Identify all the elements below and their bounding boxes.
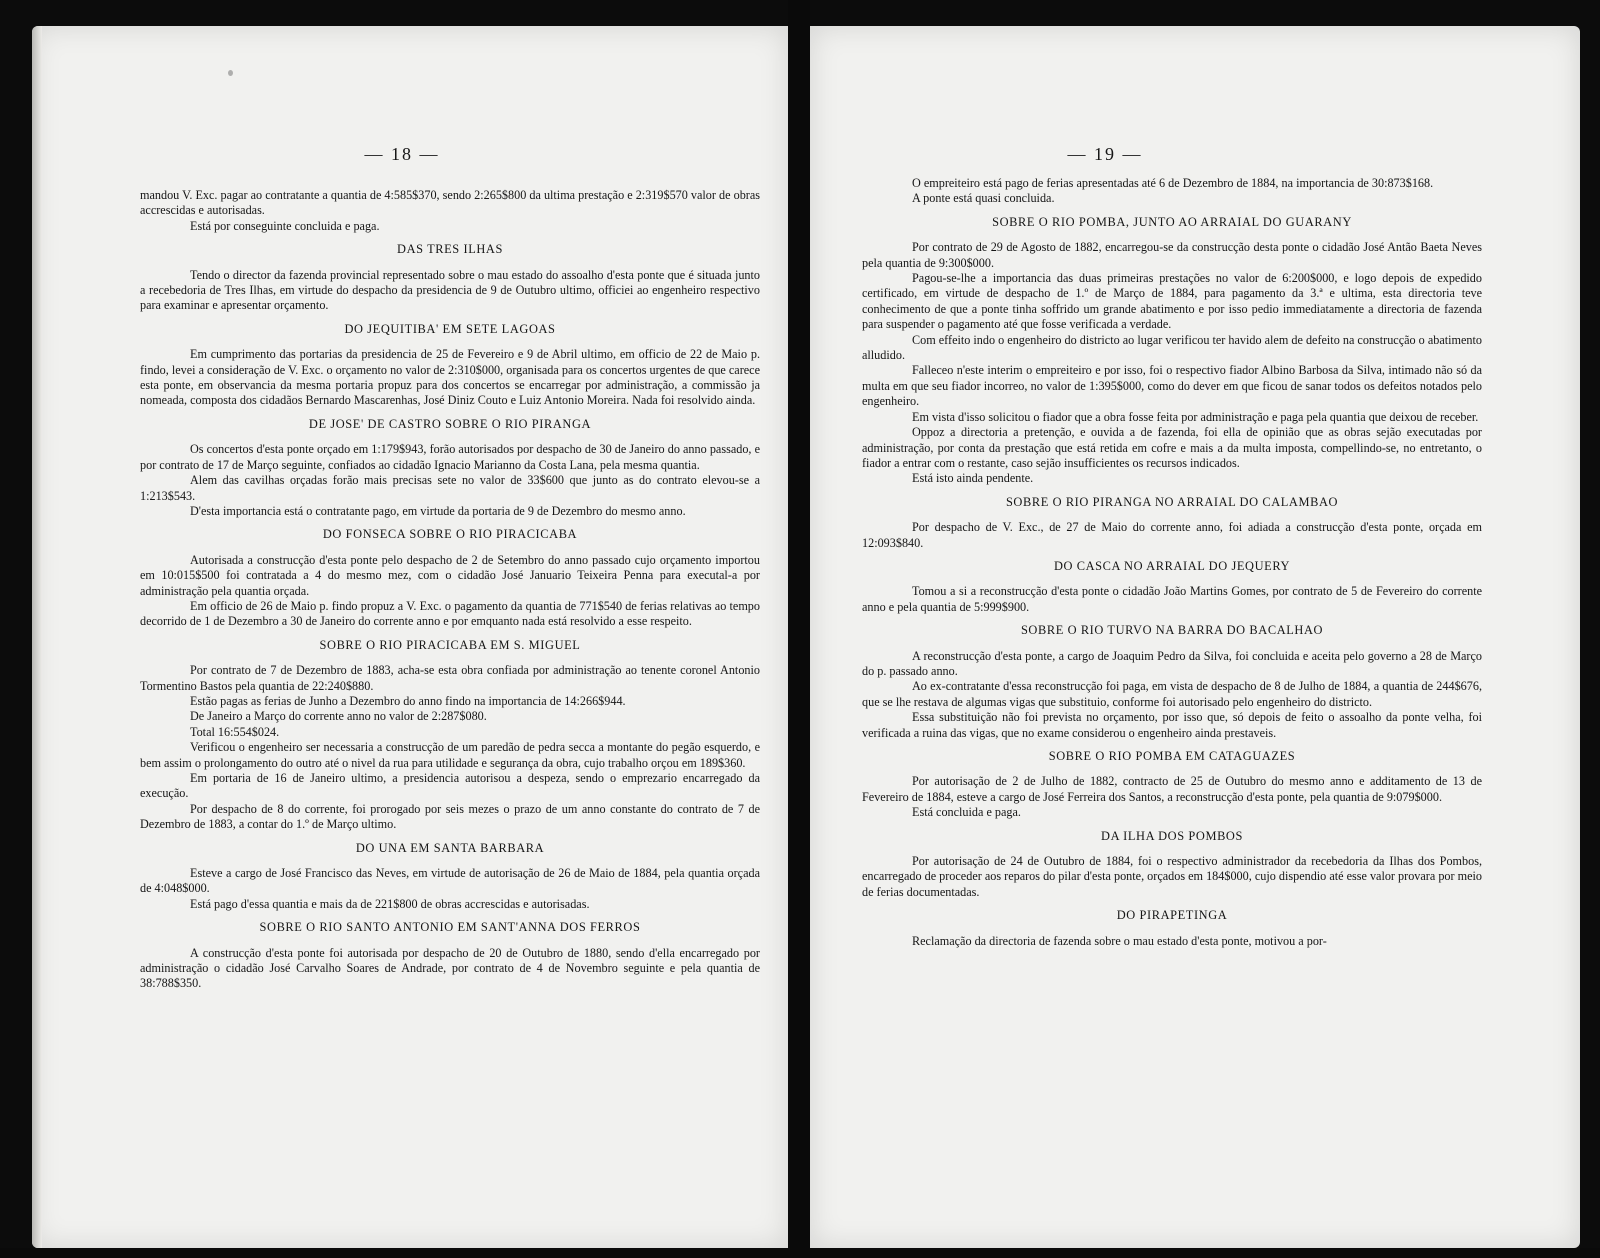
paragraph: Autorisada a construcção d'esta ponte pelo despacho de 2 de Setembro do anno passado cujo orçamento importou em 10:015$500 foi contratada a 4 do mesmo mez, com o cidadão José Januario Teixeira Penna para executal-a por administração pela quantia orçada.: [140, 552, 760, 598]
paragraph: Está concluida e paga.: [912, 805, 1021, 820]
paragraph: Com effeito indo o engenheiro do districto ao lugar verificou ter havido alem de defeito na construcção o abatimento alludido.: [862, 332, 1482, 363]
book-gutter: [788, 0, 810, 1258]
paragraph: Verificou o engenheiro ser necessaria a construcção de um paredão de pedra secca a montante do pegão esquerdo, e bem assim o prolongamento do outro até o nivel da rua para utilidade e segurança da obra, cujo trabalho orçou em 189$360.: [140, 740, 760, 770]
paragraph: Reclamação da directoria de fazenda sobre o mau estado d'esta ponte, motivou a por-: [912, 933, 1327, 948]
section-heading: DO JEQUITIBA' EM SETE LAGOAS: [344, 321, 556, 336]
paragraph: Está isto ainda pendente.: [912, 471, 1034, 486]
paragraph: Pagou-se-lhe a importancia das duas primeiras prestações no valor de 6:200$000, e logo depois de expedido certificado, em virtude de despacho de 1.º de Março de 1884, para pagamento da 3.ª e ultima, esta directoria teve conhecimento de que a ponte tinha soffrido um grande abatimento e por isso pedio immediatamente a directoria de fazenda para suspender o pagamento até que fosse verificada a verdade.: [862, 271, 1482, 332]
paragraph: Por autorisação de 24 de Outubro de 1884, foi o respectivo administrador da recebedoria da Ilhas dos Pombos, encarregado de proceder aos reparos do pilar d'esta ponte, orçados em 184$000, cujo dispendio até esse valor provara por meio de ferias documentadas.: [862, 854, 1482, 899]
paragraph: mandou V. Exc. pagar ao contratante a quantia de 4:585$370, sendo 2:265$800 da ultima prestação e 2:319$570 valor de obras accrescidas e autorisadas.: [140, 188, 760, 218]
paragraph: Esteve a cargo de José Francisco das Neves, em virtude de autorisação de 26 de Maio de 1884, pela quantia orçada de 4:048$000.: [140, 866, 760, 896]
section-heading: DO PIRAPETINGA: [1116, 908, 1228, 923]
paragraph: Total 16:554$024.: [190, 724, 280, 739]
paragraph: Tomou a si a reconstrucção d'esta ponte o cidadão João Martins Gomes, por contrato de 5 de Fevereiro do corrente anno e pela quantia de 5:999$900.: [862, 584, 1482, 614]
left-page: [32, 26, 788, 1248]
paragraph: Oppoz a directoria a pretenção, e ouvida a de fazenda, foi ella de opinião que as obras sejão executadas por administração, por conta da prestação que está retida em cofre e mais a da multa imposta, compellindo-se, no entretanto, o fiador a entrar com o restante, caso sejão insufficientes os recursos indicados.: [862, 425, 1482, 470]
page-edge: [32, 26, 42, 1248]
section-heading: SOBRE O RIO SANTO ANTONIO EM SANT'ANNA DOS FERROS: [259, 920, 641, 935]
section-heading: DO CASCA NO ARRAIAL DO JEQUERY: [1053, 558, 1291, 573]
paragraph: O empreiteiro está pago de ferias apresentadas até 6 de Dezembro de 1884, na importancia de 30:873$168.: [912, 176, 1434, 190]
paragraph: Está por conseguinte concluida e paga.: [190, 218, 380, 233]
section-heading: SOBRE O RIO PIRANGA NO ARRAIAL DO CALAMBAO: [1005, 494, 1339, 509]
paragraph: Alem das cavilhas orçadas forão mais precisas sete no valor de 33$600 que junto as do contrato elevou-se a 1:213$543.: [140, 473, 760, 503]
page-number: — 18 —: [364, 144, 440, 164]
paragraph: D'esta importancia está o contratante pago, em virtude da portaria de 9 de Dezembro do mesmo anno.: [190, 503, 686, 518]
section-heading: SOBRE O RIO PIRACICABA EM S. MIGUEL: [319, 637, 581, 652]
paragraph: Por autorisação de 2 de Julho de 1882, contracto de 25 de Outubro do mesmo anno e additamento de 13 de Fevereiro de 1884, esteve a cargo de José Ferreira dos Santos, a reconstrucção d'esta ponte, pela quantia de 9:079$000.: [862, 774, 1482, 804]
section-heading: DO UNA EM SANTA BARBARA: [355, 840, 545, 855]
section-heading: SOBRE O RIO TURVO NA BARRA DO BACALHAO: [1020, 623, 1324, 638]
paragraph: Por despacho de 8 do corrente, foi prorogado por seis mezes o prazo de um anno constante do contrato de 7 de Dezembro de 1883, a contar do 1.º de Março ultimo.: [140, 801, 760, 832]
paragraph: De Janeiro a Março do corrente anno no valor de 2:287$080.: [190, 709, 487, 724]
paragraph: Em cumprimento das portarias da presidencia de 25 de Fevereiro e 9 de Abril ultimo, em officio de 22 de Maio p. findo, levei a consideração de V. Exc. o orçamento no valor de 2:310$000, organisada para os concertos urgentes de que carece esta ponte, em observancia da mesma portaria propuz para dos concertos se encarregar por administração, a commissão ja nomeada, composta dos cidadãos Bernardo Mascarenhas, José Diniz Couto e Luiz Antonio Moreira. Nada foi resolvido ainda.: [140, 347, 760, 408]
section-heading: DO FONSECA SOBRE O RIO PIRACICABA: [322, 527, 578, 542]
page-number: — 19 —: [1067, 144, 1143, 164]
paragraph: Em vista d'isso solicitou o fiador que a obra fosse feita por administração e paga pela quantia que deixou de receber.: [912, 409, 1479, 424]
paragraph: Os concertos d'esta ponte orçado em 1:179$943, forão autorisados por despacho de 30 de Janeiro do anno passado, e por contrato de 17 de Março seguinte, confiados ao cidadão Ignacio Marianno da Costa Lana, pela mesma quantia.: [140, 442, 760, 472]
paragraph: A reconstrucção d'esta ponte, a cargo de Joaquim Pedro da Silva, foi concluida e aceita pelo governo a 28 de Março do p. passado anno.: [862, 648, 1482, 678]
paragraph: Está pago d'essa quantia e mais da de 221$800 de obras accrescidas e autorisadas.: [190, 896, 590, 911]
paragraph: Por contrato de 29 de Agosto de 1882, encarregou-se da construcção desta ponte o cidadão José Antão Baeta Neves pela quantia de 9:300$000.: [862, 240, 1482, 270]
paragraph: Em portaria de 16 de Janeiro ultimo, a presidencia autorisou a despeza, sendo o emprezario encarregado da execução.: [140, 771, 760, 801]
section-heading: SOBRE O RIO POMBA, JUNTO AO ARRAIAL DO GUARANY: [992, 214, 1352, 229]
paragraph: Por despacho de V. Exc., de 27 de Maio do corrente anno, foi adiada a construcção d'esta ponte, orçada em 12:093$840.: [862, 520, 1482, 550]
paragraph: Essa substituição não foi prevista no orçamento, por isso que, só depois de feito o assoalho da ponte velha, foi verificada a ruina das vigas, que no exame considerou o engenheiro ainda prestaveis.: [862, 710, 1482, 740]
right-text-column: [862, 176, 1482, 949]
paragraph: A ponte está quasi concluida.: [912, 191, 1055, 206]
paragraph: Tendo o director da fazenda provincial representado sobre o mau estado do assoalho d'esta ponte que é situada junto a recebedoria de Tres Ilhas, em virtude do despacho da presidencia de 9 de Outubro ultimo, officiei ao engenheiro respectivo para examinar e apresentar orçamento.: [140, 267, 760, 313]
paragraph: Estão pagas as ferias de Junho a Dezembro do anno findo na importancia de 14:266$944.: [190, 693, 626, 708]
ink-spot: [228, 70, 233, 76]
section-heading: SOBRE O RIO POMBA EM CATAGUAZES: [1048, 749, 1296, 763]
paragraph: Por contrato de 7 de Dezembro de 1883, acha-se esta obra confiada por administração ao tenente coronel Antonio Tormentino Bastos pela quantia de 22:240$880.: [140, 663, 760, 693]
paragraph: A construcção d'esta ponte foi autorisada por despacho de 20 de Outubro de 1880, sendo d'ella encarregado por administração o cidadão José Carvalho Soares de Andrade, por contrato de 4 de Novembro seguinte e pela quantia de 38:788$350.: [140, 945, 760, 991]
left-text-column: [140, 188, 760, 992]
section-heading: DA ILHA DOS POMBOS: [1101, 828, 1243, 843]
section-heading: DAS TRES ILHAS: [397, 242, 503, 257]
scan-border: [0, 1248, 1600, 1258]
paragraph: Falleceo n'este interim o empreiteiro e por isso, foi o respectivo fiador Albino Barbosa da Silva, intimado não só da multa em que seu fiador incorreo, no valor de 1:395$000, como do dever em que ficou de sanar todos os defeitos notados pelo engenheiro.: [862, 363, 1482, 409]
section-heading: DE JOSE' DE CASTRO SOBRE O RIO PIRANGA: [308, 416, 592, 431]
paragraph: Ao ex-contratante d'essa reconstrucção foi paga, em vista de despacho de 8 de Julho de 1884, a quantia de 244$676, que se lhe restava de algumas vigas que substituio, conforme foi autorisado pelo engenheiro do districto.: [862, 679, 1482, 709]
paragraph: Em officio de 26 de Maio p. findo propuz a V. Exc. o pagamento da quantia de 771$540 de ferias relativas ao tempo decorrido de 1 de Dezembro a 30 de Janeiro do corrente anno e por emquanto nada está resolvido a esse respeito.: [140, 598, 760, 629]
right-page: [810, 26, 1580, 1248]
